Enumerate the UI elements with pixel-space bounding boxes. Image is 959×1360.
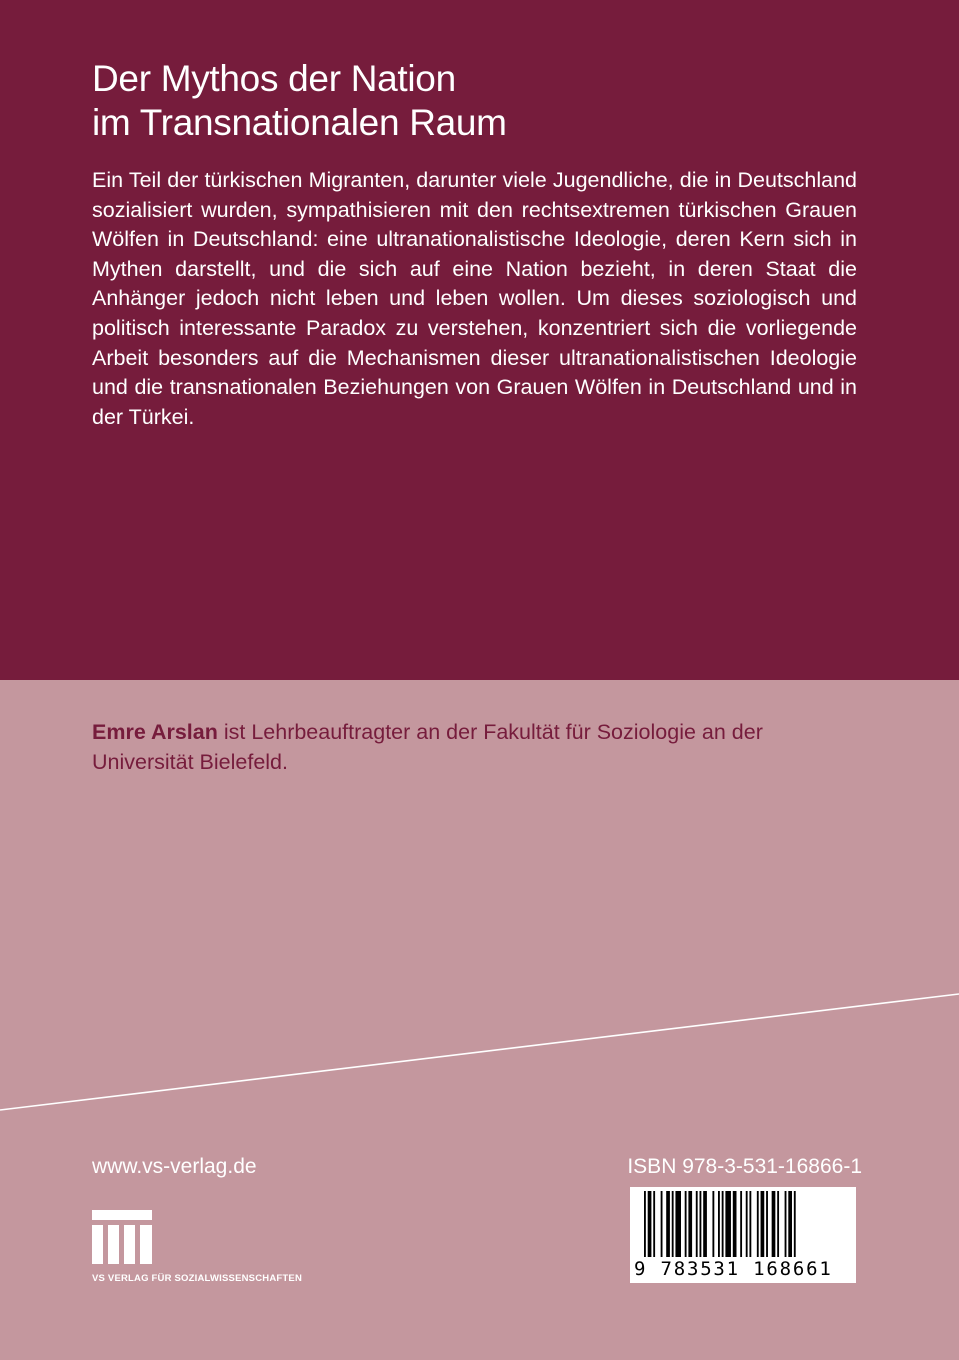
diagonal-divider-line xyxy=(0,990,959,1120)
book-title xyxy=(92,57,507,145)
publisher-logo-text: VS VERLAG FÜR SOZIALWISSENSCHAFTEN xyxy=(92,1273,303,1284)
isbn-label: ISBN 978-3-531-16866-1 xyxy=(627,1155,862,1178)
barcode-digits: 9 783531 168661 xyxy=(634,1258,833,1280)
blurb-text: Ein Teil der türkischen Migranten, darunter viele Jugendliche, die in Deutschland sozialisiert wurden, sympathisieren mit den rechtsextremen türkischen Grauen Wölfen in Deutschland: eine ultranationalistische Ideologie, deren Kern sich in Mythen darstellt, und die sich auf eine Nation bezieht, in deren Staat die Anhänger jedoch nicht leben und leben wollen. Um dieses soziologisch und politisch interessante Paradox zu verstehen, konzentriert sich die vorliegende Arbeit besonders auf die Mechanismen dieser ultranationalistischen Ideologie und die transnationalen Beziehungen von Grauen Wölfen in Deutschland und in der Türkei. xyxy=(92,168,857,429)
barcode-bar xyxy=(700,1191,702,1257)
barcode-bar xyxy=(749,1191,751,1257)
barcode-bar xyxy=(653,1191,655,1257)
barcode-bar xyxy=(696,1191,698,1257)
barcode-bar xyxy=(766,1191,768,1257)
barcode-bar xyxy=(685,1191,687,1257)
barcode-bar xyxy=(712,1191,714,1257)
barcode-bar xyxy=(688,1191,692,1257)
barcode-bar xyxy=(740,1191,742,1257)
author-bio-text: ist Lehrbeauftragter an der Fakultät für Soziologie an der Universität Bielefeld. xyxy=(92,720,763,774)
barcode-bar xyxy=(725,1191,731,1257)
publisher-logo-icon xyxy=(92,1210,152,1264)
barcode-bar xyxy=(757,1191,759,1257)
barcode-bar xyxy=(722,1191,724,1257)
author-name: Emre Arslan xyxy=(92,720,218,744)
barcode-bar xyxy=(772,1191,776,1257)
barcode-bar xyxy=(661,1191,663,1257)
publisher-logo xyxy=(92,1210,322,1290)
barcode-bar xyxy=(785,1191,787,1257)
barcode-bar xyxy=(648,1191,652,1257)
title-line-2: im Transnationalen Raum xyxy=(92,102,507,143)
title-line-1: Der Mythos der Nation xyxy=(92,58,456,99)
author-bio xyxy=(92,718,862,777)
barcode-bar xyxy=(718,1191,720,1257)
barcode-bar xyxy=(644,1191,646,1257)
barcode-bar xyxy=(777,1191,779,1257)
barcode-bar xyxy=(788,1191,792,1257)
barcode-bar xyxy=(675,1191,681,1257)
barcode-bar xyxy=(746,1191,748,1257)
isbn-barcode xyxy=(630,1187,856,1283)
barcode-bar xyxy=(672,1191,674,1257)
barcode-bar xyxy=(733,1191,737,1257)
barcode-bar xyxy=(666,1191,670,1257)
barcode-bar xyxy=(761,1191,765,1257)
barcode-bar xyxy=(703,1191,707,1257)
barcode-bar xyxy=(794,1191,796,1257)
publisher-url: www.vs-verlag.de xyxy=(92,1155,257,1178)
